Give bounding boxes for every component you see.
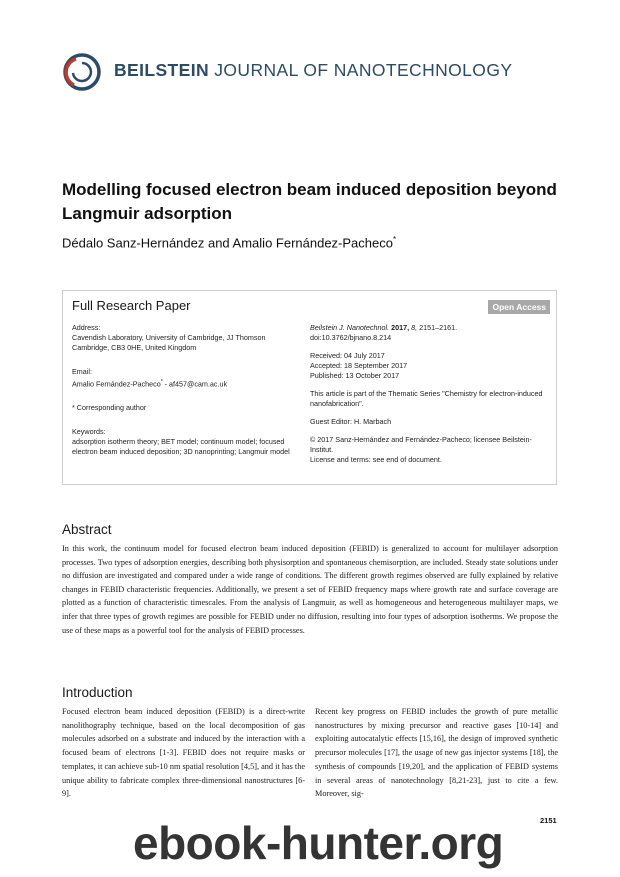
journal-name — [114, 60, 512, 81]
address-label: Address: — [72, 323, 101, 332]
doi-link[interactable]: doi:10.3762/bjnano.8.214 — [310, 333, 392, 342]
thematic-series: This article is part of the Thematic Series "Chemistry for electron-induced nanofabrication". — [310, 389, 543, 408]
email-address[interactable]: - af457@cam.ac.uk — [162, 379, 228, 389]
info-right-column — [310, 323, 550, 473]
page-number: 2151 — [540, 816, 557, 825]
keywords-label: Keywords: — [72, 427, 106, 437]
journal-name-light: JOURNAL OF NANOTECHNOLOGY — [214, 60, 513, 80]
citation-volume: 8, — [411, 323, 418, 332]
citation-journal: Beilstein J. Nanotechnol. — [310, 323, 390, 332]
journal-logo-icon — [62, 52, 102, 92]
corresponding-note: * Corresponding author — [72, 403, 147, 413]
guest-editor: Guest Editor: H. Marbach — [310, 417, 392, 426]
email-name: Amalio Fernández-Pacheco — [72, 379, 161, 389]
article-authors — [62, 235, 396, 250]
corresponding-mark: * — [392, 235, 397, 244]
citation-year: 2017, — [391, 323, 410, 332]
info-left-column — [72, 323, 302, 465]
open-access-badge: Open Access — [488, 300, 550, 314]
article-type: Full Research Paper — [72, 298, 191, 313]
introduction-left-column: Focused electron beam induced deposition (FEBID) is a direct-write nanolithography technique, based on the local decomposition of gas molecules adsorbed on a substrate and induced by the interaction with a focused beam of electrons [1-3]. FEBID does not require masks or templates, it can achieve sub-10 nm spatial resolution [4,5], and it has the unique ability to fabricate complex three-dimensional nanostructures [6-9]. — [62, 707, 305, 799]
accepted-date: Accepted: 18 September 2017 — [310, 361, 408, 370]
article-title: Modelling focused electron beam induced deposition beyond Langmuir adsorption — [62, 180, 557, 223]
abstract-text: In this work, the continuum model for focused electron beam induced deposition (FEBID) is generalized to account for multilayer adsorption processes. Two types of adsorption energies, describing both physisorption and spontaneous chemisorption, are included. Steady state solutions under no diffusion are investigated and compared under a wide range of conditions. The different growth regimes observed are fully explained by relative changes in FEBID characteristic frequencies. Additionally, we present a set of FEBID frequency maps where growth rate and surface coverage are plotted as a function of characteristic timescales. From the analysis of Langmuir, as well as homogeneous and heterogeneous multilayer maps, we infer that three types of growth regimes are possible for FEBID under no diffusion, resulting into four types of adsorption isotherms. We propose the use of these maps as a powerful tool for the analysis of FEBID processes. — [62, 544, 558, 635]
watermark: ebook-hunter.org — [133, 817, 504, 869]
introduction-right-column: Recent key progress on FEBID includes the growth of pure metallic nanostructures by mixing precursor and reactive gases [10-14] and exploiting autocatalytic effects [15,16], the design of improved synthetic precursor molecules [17], the usage of new gas injector systems [18], the synthesis of compounds [19,20], and the application of FEBID systems in several areas of nanotechnology [8,21-23], just to cite a few. Moreover, sig- — [315, 707, 558, 799]
copyright: © 2017 Sanz-Hernández and Fernández-Pacheco; licensee Beilstein-Institut. — [310, 435, 532, 454]
article-info-box — [62, 290, 557, 485]
journal-name-bold: BEILSTEIN — [114, 60, 209, 80]
received-date: Received: 04 July 2017 — [310, 351, 385, 360]
citation-pages: 2151–2161. — [419, 323, 458, 332]
email-label: Email: — [72, 367, 92, 376]
authors-text: Dédalo Sanz-Hernández and Amalio Fernández-Pacheco — [62, 235, 393, 251]
email-mark: * — [160, 379, 163, 385]
address-text: Cavendish Laboratory, University of Cambridge, JJ Thomson Cambridge, CB3 0HE, United Kingdom — [72, 333, 266, 352]
introduction-heading: Introduction — [62, 685, 133, 700]
keywords-text: adsorption isotherm theory; BET model; continuum model; focused electron beam induced deposition; 3D nanoprinting; Langmuir model — [72, 437, 290, 457]
published-date: Published: 13 October 2017 — [310, 371, 400, 380]
abstract-heading: Abstract — [62, 522, 112, 537]
license-link[interactable]: License and terms: see end of document. — [310, 455, 442, 464]
